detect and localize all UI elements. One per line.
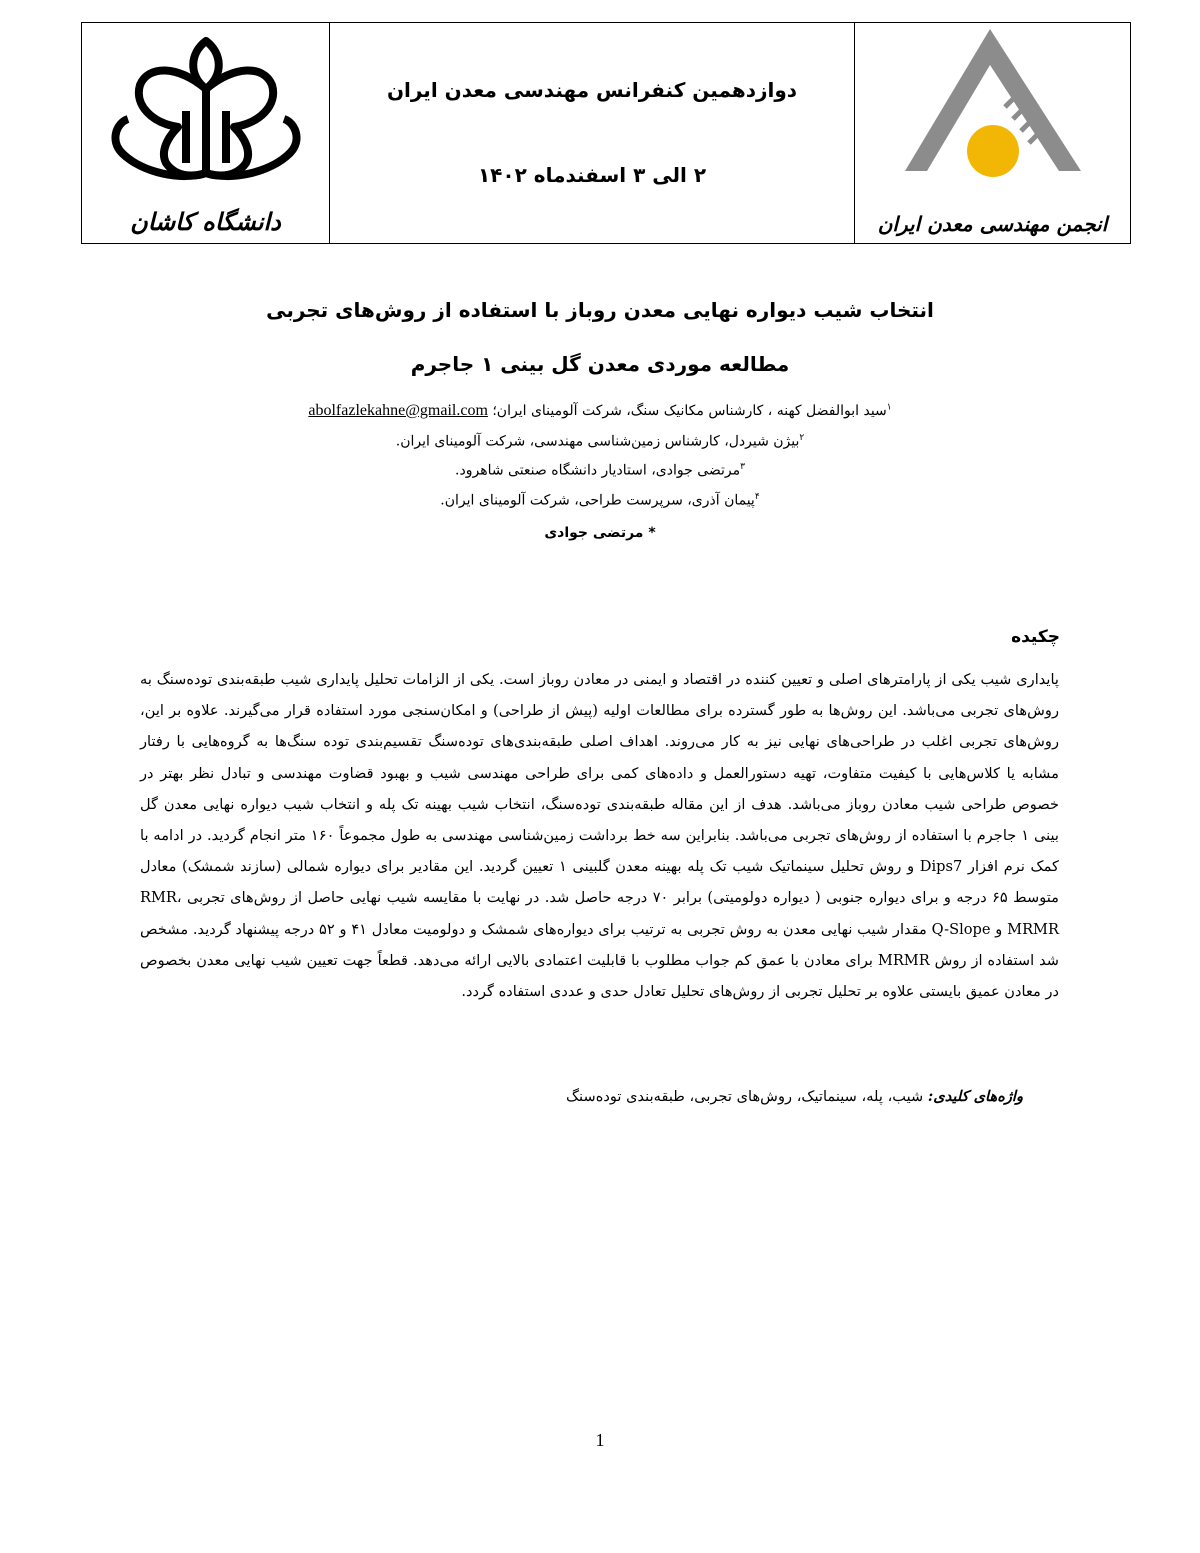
conference-info-cell (330, 23, 855, 243)
abstract-heading: چکیده (1011, 627, 1060, 647)
keywords-line (566, 1088, 1023, 1105)
author-4-affil-number: ۴ (754, 492, 760, 502)
author-1-text: سید ابوالفضل کهنه ، کارشناس مکانیک سنگ، شرکت آلومینای ایران؛ (487, 403, 887, 419)
society-logo-text: انجمن مهندسی معدن ایران (877, 212, 1108, 236)
author-2-affil-number: ۲ (799, 433, 805, 443)
author-1-affil-number: ۱ (886, 402, 892, 413)
kashan-university-logo-cell (82, 23, 330, 243)
mining-society-logo-cell (855, 23, 1130, 243)
author-4-text: پیمان آذری، سرپرست طراحی، شرکت آلومینای ایران. (440, 492, 755, 509)
author-3 (0, 462, 1200, 479)
author-3-text: مرتضی جوادی، استادیار دانشگاه صنعتی شاهرود. (455, 462, 741, 479)
author-2-text: بیژن شیردل، کارشناس زمین‌شناسی مهندسی، شرکت آلومینای ایران. (395, 433, 800, 450)
paper-subtitle: مطالعه موردی معدن گل بینی ۱ جاجرم (410, 352, 790, 376)
keywords-label: واژه‌های کلیدی: (927, 1088, 1023, 1105)
author-3-affil-number: ۳ (740, 462, 745, 472)
author-4 (0, 492, 1200, 509)
author-1-email-link[interactable]: abolfazlekahne@gmail.com (308, 402, 488, 419)
kashan-logo-text: دانشگاه کاشان (130, 207, 281, 236)
keywords-list: شیب، پله، سینماتیک، روش‌های تجربی، طبقه‌بندی توده‌سنگ (566, 1088, 924, 1105)
conference-title: دوازدهمین کنفرانس مهندسی معدن ایران (386, 78, 798, 102)
conference-date: ۲ الی ۳ اسفندماه ۱۴۰۲ (477, 163, 707, 187)
author-1 (0, 402, 1200, 420)
paper-title: انتخاب شیب دیواره نهایی معدن روباز با استفاده از روش‌های تجربی (266, 298, 934, 322)
conference-header (81, 22, 1131, 244)
corresponding-author: * مرتضی جوادی (544, 525, 656, 541)
abstract-body: پایداری شیب یکی از پارامترهای اصلی و تعیین کننده در اقتصاد و ایمنی در معادن روباز است. یکی از الزامات تحلیل پایداری شیب طبقه‌بندی توده‌سنگ به روش‌های تجربی می‌باشد. این روش‌ها به طور گسترده برای مطالعات اولیه (پیش از طراحی) و امکان‌سنجی مورد استفاده قرار می‌گیرند. علاوه بر این، روش‌های تجربی اغلب در طراحی‌های نهایی نیز به کار می‌روند. اهداف اصلی طبقه‌بندی‌های توده‌سنگ تقسیم‌بندی توده سنگ‌ها به گروه‌هایی با رفتار مشابه یا کلاس‌هایی با کیفیت متفاوت، تهیه دستورالعمل و داده‌های کمی برای طراحی مهندسی شیب و بهبود قضاوت مهندسی و تبادل نظر بهتر در خصوص طراحی شیب معادن روباز می‌باشد. هدف از این مقاله طبقه‌بندی توده‌سنگ، انتخاب شیب بهینه تک پله و انتخاب شیب دیواره نهایی معدن گل بینی ۱ جاجرم با استفاده از روش‌های تجربی می‌باشد. بنابراین سه خط برداشت زمین‌شناسی مهندسی به طول مجموعاً ۱۶۰ متر انجام گردید. در ادامه با کمک نرم افزار Dips7 و روش تحلیل سینماتیک شیب تک پله بهینه معدن گلبینی ۱ تعیین گردید. این مقادیر برای دیواره شمالی (سازند شمشک) معادل متوسط ۶۵ درجه و برای دیواره جنوبی ( دیواره دولومیتی) برابر ۷۰ درجه حاصل شد. در نهایت با مقایسه شیب نهایی حاصل از روش‌های تجربی RMR، MRMR و Q-Slope مقدار شیب نهایی معدن به روش تجربی به ترتیب برای دیواره‌های شمشک و دولومیت معادل ۴۱ و ۵۲ درجه پیشنهاد گردید. مشخص شد استفاده از روش MRMR برای معادن با عمق کم جواب مطلوب با قابلیت اعتمادی بالایی ارائه می‌دهد. قطعاً جهت تعیین شیب نهایی معدن بخصوص در معادن عمیق بایستی علاوه بر تحلیل تجربی از روش‌های تحلیل تعادل حدی و عددی استفاده گردد. (140, 671, 1060, 1001)
page-number: 1 (595, 1430, 605, 1450)
author-2 (0, 433, 1200, 450)
